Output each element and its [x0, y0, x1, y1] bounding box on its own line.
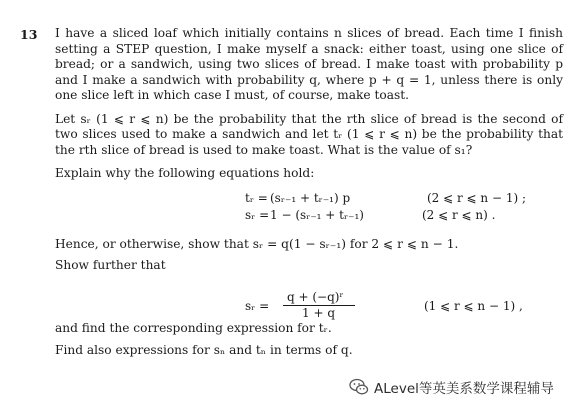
show-further-paragraph: Show further that: [55, 258, 166, 272]
hence-paragraph: Hence, or otherwise, show that sᵣ = q(1 − sᵣ₋₁) for 2 ⩽ r ⩽ n − 1.: [55, 237, 459, 251]
fraction-numerator: q + (−q)ʳ: [287, 290, 344, 304]
definition-paragraph: Let sᵣ (1 ⩽ r ⩽ n) be the probability that the rth slice of bread is the second of two slices used to make a sandwich and let tᵣ (1 ⩽ r ⩽ n) be the probability that the rth slice of bread is used to make toast. What is the value of s₁?: [55, 111, 563, 157]
fraction-denominator: 1 + q: [302, 306, 335, 320]
find-also-paragraph: Find also expressions for sₙ and tₙ in terms of q.: [55, 343, 353, 357]
watermark: [349, 376, 577, 398]
equation-2-lhs: sᵣ =: [245, 208, 270, 222]
equation-1-condition: (2 ⩽ r ⩽ n − 1) ;: [427, 191, 527, 205]
explain-paragraph: Explain why the following equations hold:: [55, 166, 315, 180]
equation-1-rhs: (sᵣ₋₁ + tᵣ₋₁) p: [270, 191, 351, 205]
watermark-text: ALevel等英美系数学课程辅导: [374, 381, 554, 397]
question-number: 13: [20, 27, 38, 42]
question-body: [55, 26, 563, 182]
wechat-icon: [349, 378, 369, 396]
equation-1-lhs: tᵣ =: [245, 191, 268, 205]
corresponding-paragraph: and find the corresponding expression for tᵣ.: [55, 321, 332, 335]
equation-2-condition: (2 ⩽ r ⩽ n) .: [422, 208, 496, 222]
equation-3-condition: (1 ⩽ r ⩽ n − 1) ,: [424, 299, 523, 313]
equation-3-lhs: sᵣ =: [245, 299, 270, 313]
equation-2-rhs: 1 − (sᵣ₋₁ + tᵣ₋₁): [270, 208, 364, 222]
intro-paragraph: I have a sliced loaf which initially contains n slices of bread. Each time I finish setting a STEP question, I make myself a snack: either toast, using one slice of bread; or a sandwich, using two slices of bread. I make toast with probability p and I make a sandwich with probability q, where p + q = 1, unless there is only one slice left in which case I must, of course, make toast.: [55, 26, 563, 102]
